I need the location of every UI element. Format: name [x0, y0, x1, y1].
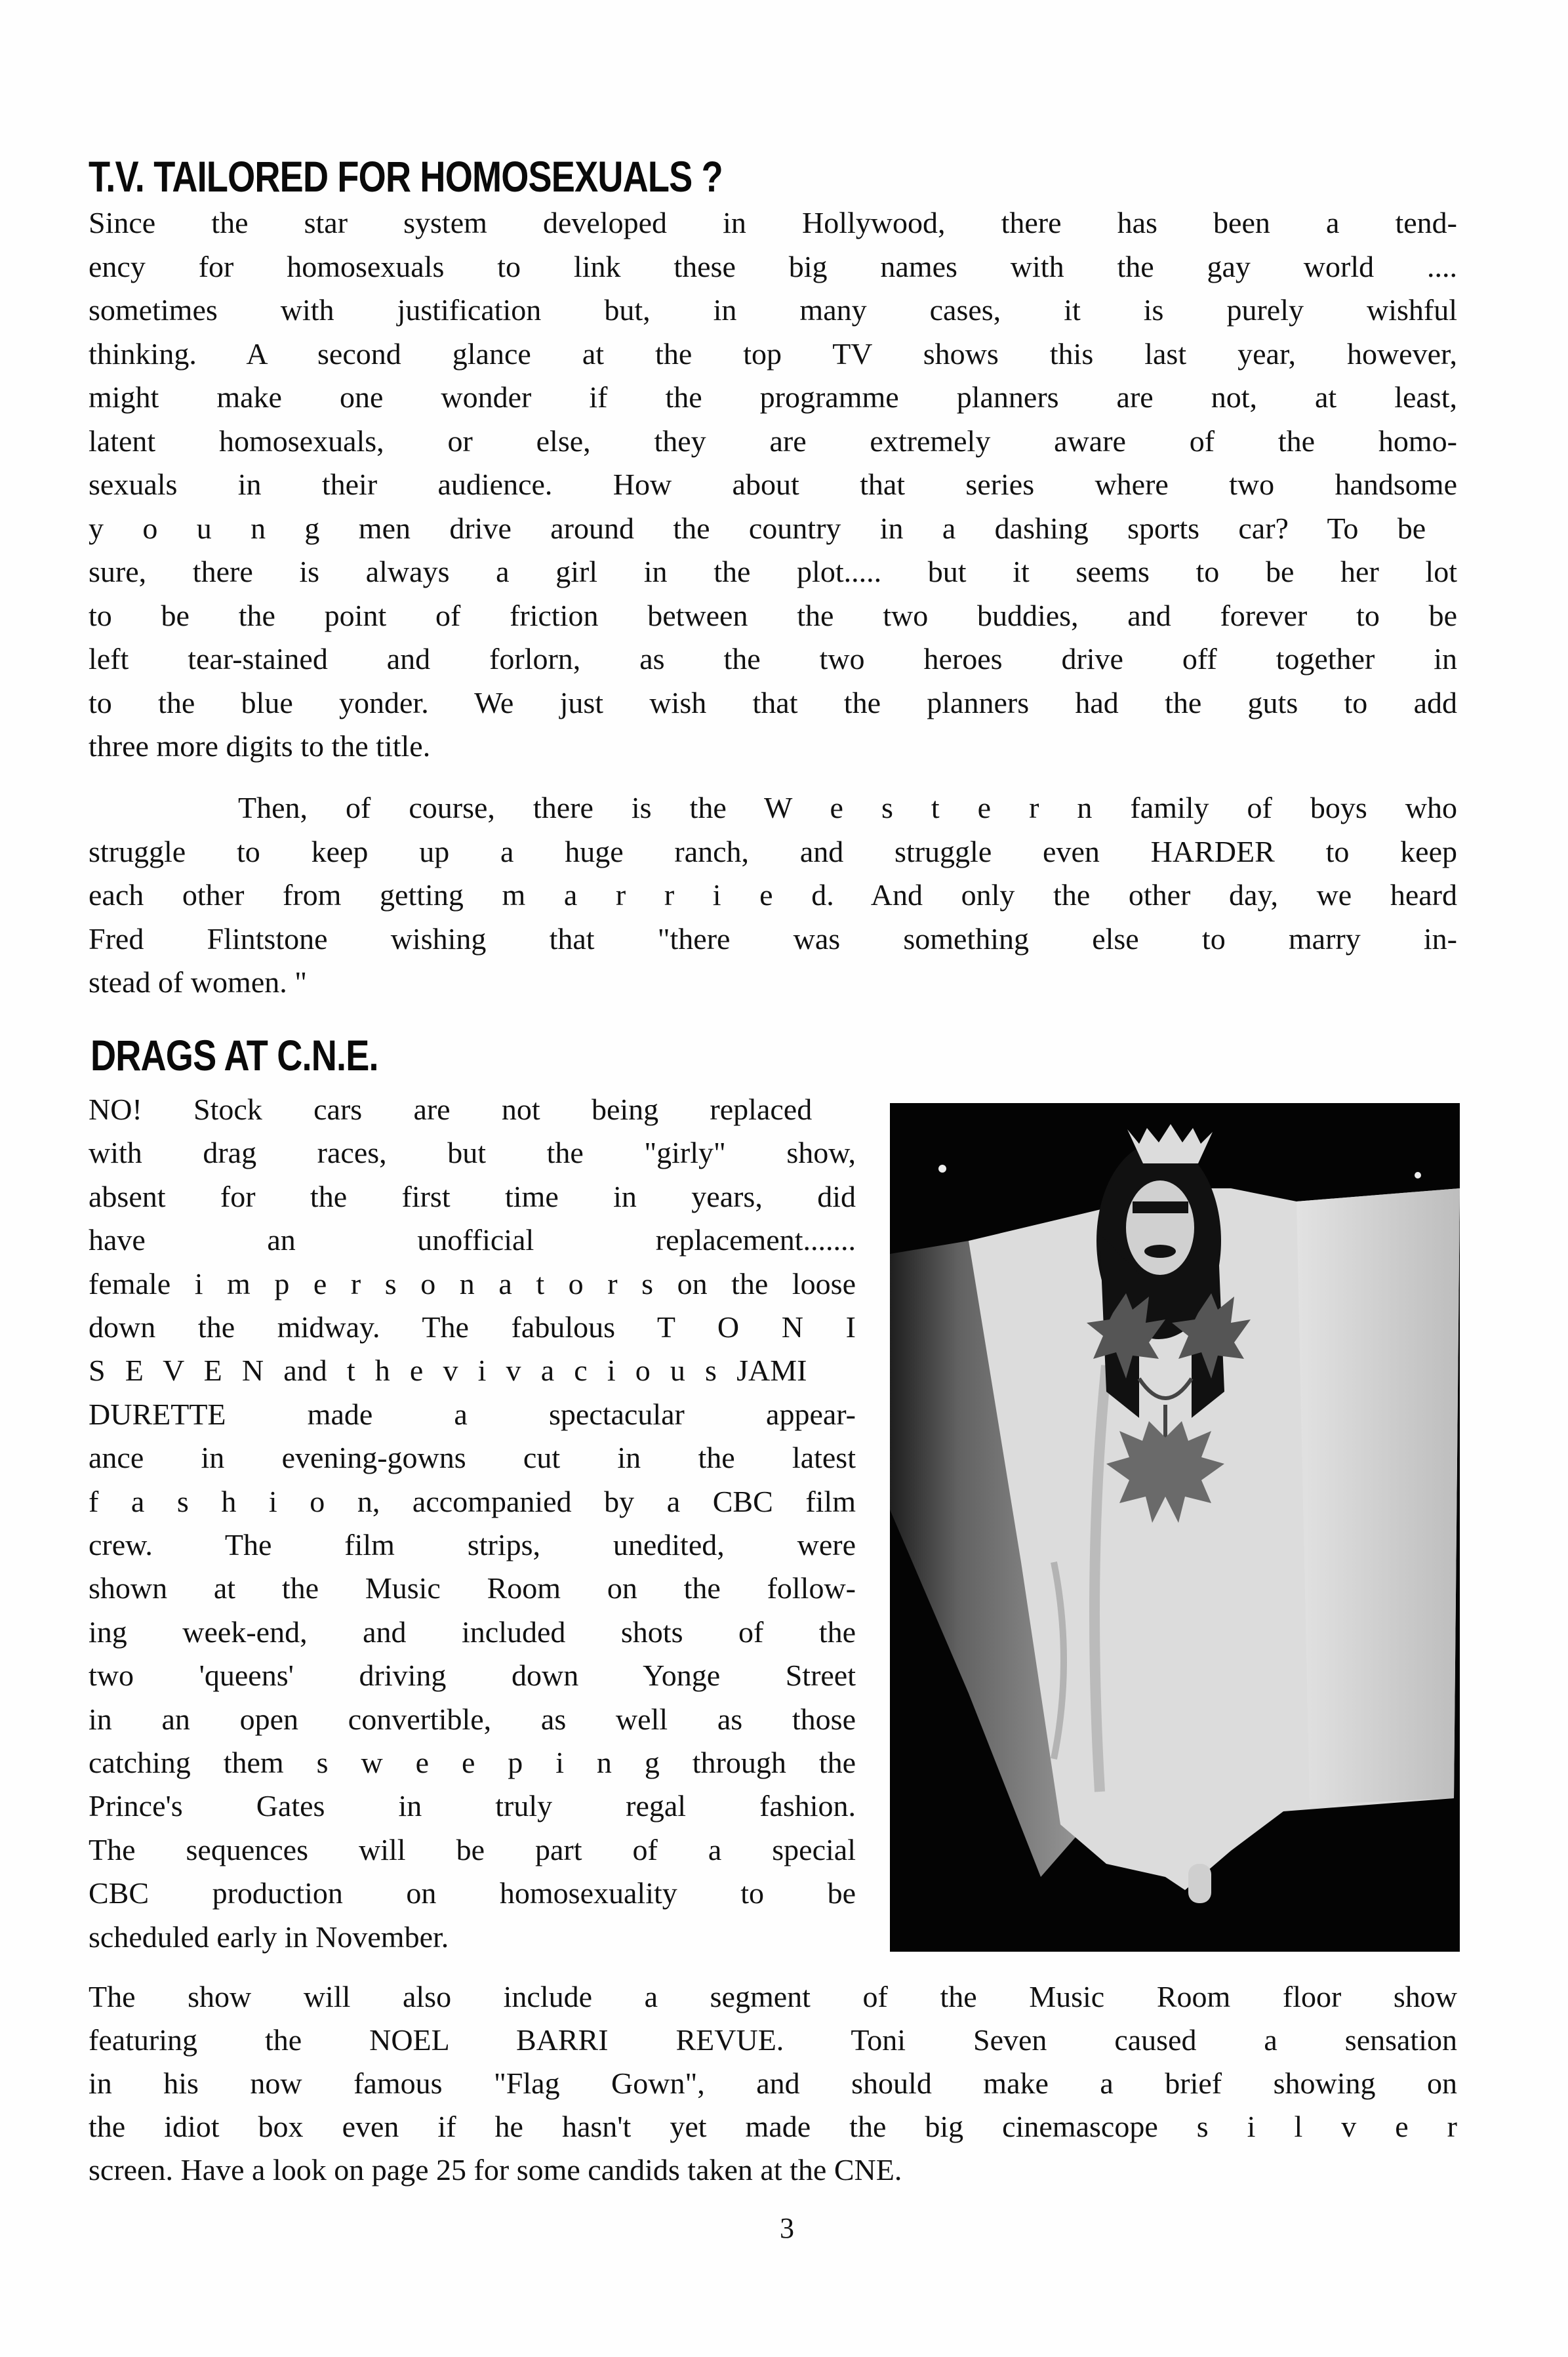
- body-text-line: screen. Have a look on page 25 for some candids taken at the CNE.: [89, 2153, 902, 2186]
- column-text-line: f a s h i o n, accompanied by a CBC film: [89, 1484, 856, 1518]
- body-text-line: Then, of course, there is the W e s t e r n family of boys who: [238, 791, 1457, 824]
- column-text-line: CBC production on homosexuality to be: [89, 1876, 856, 1910]
- body-text-line: Fred Flintstone wishing that "there was something else to marry in-: [89, 921, 1457, 956]
- column-text-line: ing week-end, and included shots of the: [89, 1615, 856, 1649]
- body-text-line: sexuals in their audience. How about that series where two handsome: [89, 468, 1457, 501]
- column-text-line: NO! Stock cars are not being replaced: [89, 1093, 813, 1126]
- column-text-line: absent for the first time in years, did: [89, 1179, 856, 1213]
- headline-drags-at-cne: DRAGS AT C.N.E.: [90, 1031, 378, 1079]
- body-text-line: struggle to keep up a huge ranch, and struggle even HARDER to keep: [89, 834, 1457, 868]
- body-text-line: stead of women. ": [89, 965, 308, 999]
- column-text-line: have an unofficial replacement.......: [89, 1223, 856, 1257]
- page-number: 3: [780, 2212, 794, 2244]
- column-text-line: female i m p e r s o n a t o r s on the loose: [89, 1266, 856, 1300]
- column-text-line: in an open convertible, as well as those: [89, 1702, 856, 1736]
- body-text-line: featuring the NOEL BARRI REVUE. Toni Seven caused a sensation: [89, 2023, 1457, 2057]
- photo-illustration: [890, 1103, 1460, 1952]
- column-text-line: down the midway. The fabulous T O N I: [89, 1310, 856, 1344]
- column-text-line: scheduled early in November.: [89, 1920, 449, 1954]
- column-text-line: crew. The film strips, unedited, were: [89, 1528, 856, 1561]
- flag-gown-photo: [890, 1103, 1460, 1952]
- body-text-line: Since the star system developed in Hollywood, there has been a tend-: [89, 206, 1457, 239]
- column-text-line: DURETTE made a spectacular appear-: [89, 1397, 856, 1431]
- body-text-line: The show will also include a segment of the Music Room floor show: [89, 1980, 1457, 2013]
- column-text-line: two 'queens' driving down Yonge Street: [89, 1659, 856, 1693]
- column-text-line: ance in evening-gowns cut in the latest: [89, 1441, 856, 1475]
- column-text-line: Prince's Gates in truly regal fashion.: [89, 1789, 856, 1823]
- column-text-line: catching them s w e e p i n g through the: [89, 1746, 856, 1779]
- column-text-line: with drag races, but the "girly" show,: [89, 1136, 856, 1170]
- body-text-line: in his now famous "Flag Gown", and should make a brief showing on: [89, 2066, 1457, 2100]
- body-text-line: the idiot box even if he hasn't yet made the big cinemascope s i l v e r: [89, 2110, 1457, 2143]
- column-text-line: shown at the Music Room on the follow-: [89, 1571, 856, 1605]
- body-text-line: to be the point of friction between the two buddies, and forever to be: [89, 598, 1457, 632]
- headline-tv-tailored: T.V. TAILORED FOR HOMOSEXUALS ?: [89, 152, 723, 201]
- body-text-line: might make one wonder if the programme planners are not, at least,: [89, 380, 1457, 414]
- column-text-line: The sequences will be part of a special: [89, 1832, 856, 1866]
- column-text-line: S E V E N and t h e v i v a c i o u s JAMI: [89, 1354, 807, 1388]
- body-text-line: thinking. A second glance at the top TV shows this last year, however,: [89, 336, 1457, 371]
- body-text-line: sometimes with justification but, in many cases, it is purely wishful: [89, 293, 1457, 327]
- body-text-line: three more digits to the title.: [89, 729, 431, 763]
- body-text-line: ency for homosexuals to link these big names with the gay world ....: [89, 249, 1457, 283]
- body-text-line: left tear-stained and forlorn, as the two heroes drive off together in: [89, 642, 1457, 675]
- body-text-line: latent homosexuals, or else, they are extremely aware of the homo-: [89, 424, 1457, 458]
- body-text-line: y o u n g men drive around the country in a dashing sports car? To be: [89, 511, 1426, 545]
- body-text-line: sure, there is always a girl in the plot..... but it seems to be her lot: [89, 555, 1457, 588]
- body-text-line: to the blue yonder. We just wish that the planners had the guts to add: [89, 685, 1457, 719]
- body-text-line: each other from getting m a r r i e d. And only the other day, we heard: [89, 878, 1457, 912]
